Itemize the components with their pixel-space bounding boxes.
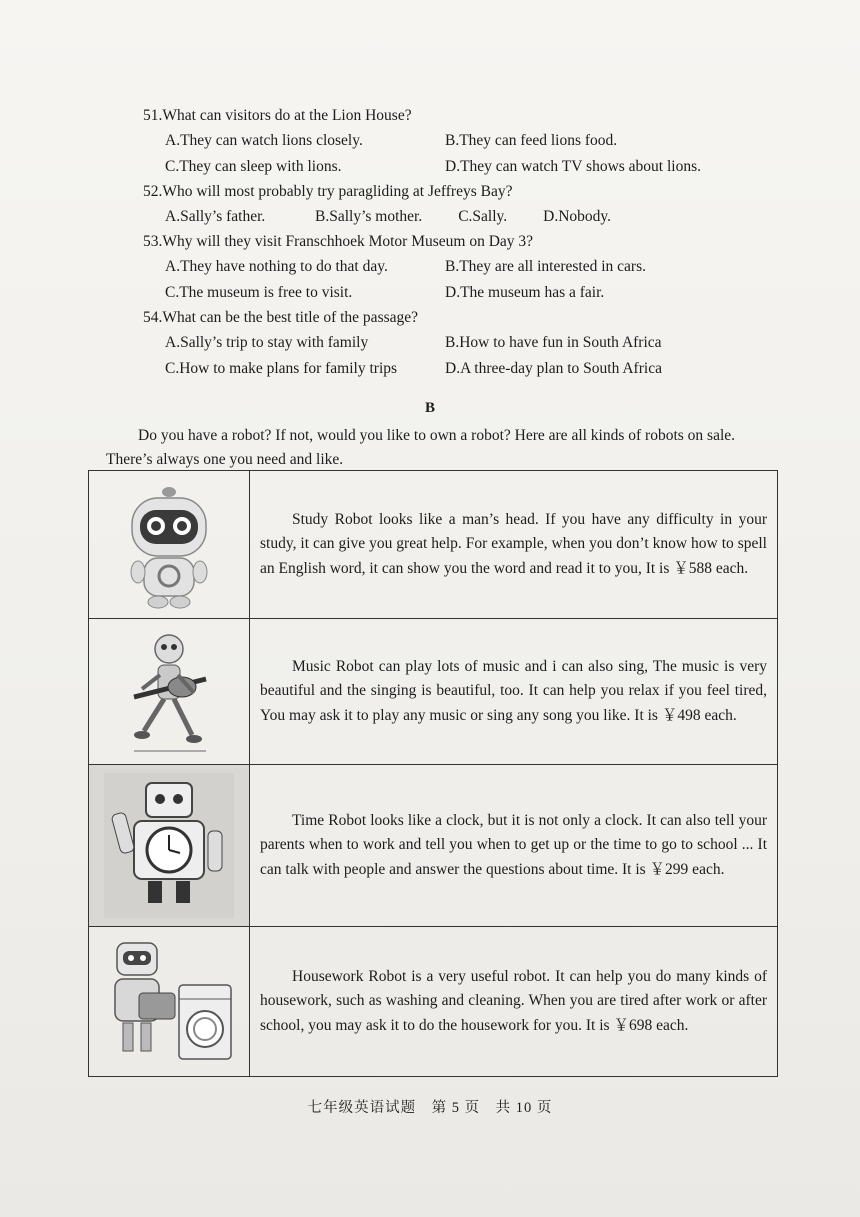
question-options [143,330,763,382]
music-robot-image [89,619,250,765]
table-row [89,619,778,765]
section-label: B [424,400,435,416]
question-stem: 53.Why will they visit Franschhoek Motor Museum on Day 3? [143,233,534,250]
option: B.How to have fun in South Africa [445,334,662,351]
robot-table [88,470,778,1077]
question-options [143,128,763,180]
table-row [89,765,778,927]
robot-description-text: Music Robot can play lots of music and i can also sing, The music is very beautiful and the singing is beautiful, too. It can help you relax if you feel tired, You may ask it to play any music or sing any song you like. It is ￥498 each. [260,657,767,724]
robot-description [250,471,778,619]
housework-robot-image [89,927,250,1077]
study-robot-image [89,471,250,619]
table-row [89,927,778,1077]
option: B.They can feed lions food. [445,132,618,149]
option: D.The museum has a fair. [445,284,605,301]
question-stem: 54.What can be the best title of the passage? [143,309,419,326]
robot-description-text: Study Robot looks like a man’s head. If you have any difficulty in your study, it can give you great help. For example, when you don’t know how to spell an English word, it can show you the word and read it to you, It is ￥588 each. [260,510,767,577]
question-stem: 52.Who will most probably try paragliding at Jeffreys Bay? [143,183,513,200]
option: A.Sally’s father. [165,208,266,225]
robot-description [250,765,778,927]
robot-description [250,927,778,1077]
robot-description-text: Housework Robot is a very useful robot. It can help you do many kinds of housework, such as washing and cleaning. When you are tired after work or after school, you may ask it to do the housework for you. It is ￥698 each. [260,967,767,1034]
time-robot-image [89,765,250,927]
option: B.They are all interested in cars. [445,258,646,275]
option: A.They can watch lions closely. [165,132,363,149]
question-list [143,104,763,382]
option: C.Sally. [458,208,508,225]
question-options [143,254,763,306]
intro-paragraph: Do you have a robot? If not, would you like to own a robot? Here are all kinds of robots on sale. There’s always one you need and like. [106,427,736,468]
option: A.They have nothing to do that day. [165,258,388,275]
option: C.They can sleep with lions. [165,158,342,175]
option: D.A three-day plan to South Africa [445,360,662,377]
option: A.Sally’s trip to stay with family [165,334,369,351]
robot-description [250,619,778,765]
option: C.The museum is free to visit. [165,284,353,301]
question-options [143,204,763,230]
robot-description-text: Time Robot looks like a clock, but it is not only a clock. It can also tell your parents when to work and tell you when to get up or the time to go to school ... It can talk with people and answer the questions about time. It is ￥299 each. [260,811,767,878]
option: B.Sally’s mother. [315,208,423,225]
option: D.They can watch TV shows about lions. [445,158,701,175]
option: C.How to make plans for family trips [165,360,398,377]
table-row [89,471,778,619]
page-footer: 七年级英语试题 第 5 页 共 10 页 [307,1100,553,1116]
option: D.Nobody. [543,208,612,225]
question-stem: 51.What can visitors do at the Lion House? [143,107,412,124]
